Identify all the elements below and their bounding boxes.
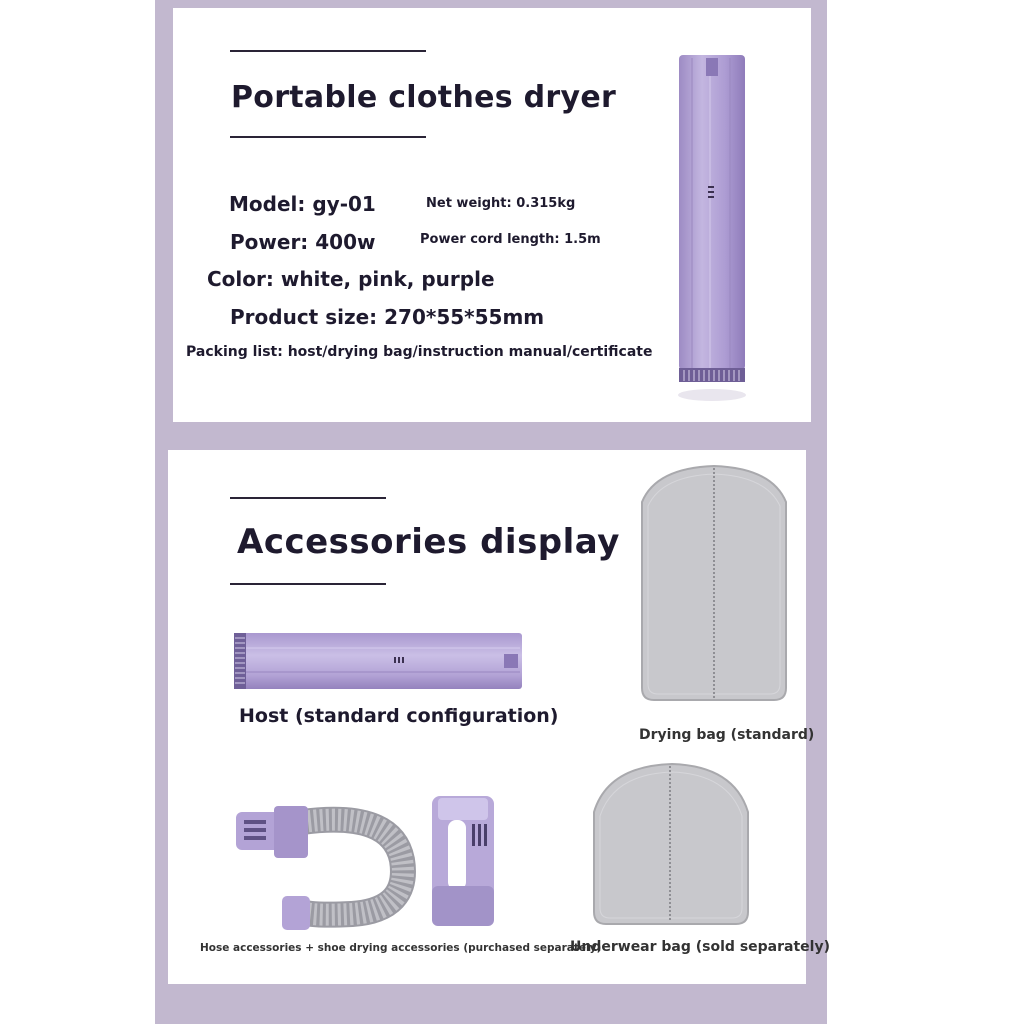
page-title: Portable clothes dryer <box>231 80 617 115</box>
dryer-product-image <box>670 50 760 410</box>
drying-bag-caption: Drying bag (standard) <box>639 727 815 743</box>
spec-size: Product size: 270*55*55mm <box>230 305 545 329</box>
hose-caption: Hose accessories + shoe drying accessories (purchased separately) <box>200 942 602 954</box>
hose-accessories-image <box>232 790 502 940</box>
accessories-title: Accessories display <box>237 522 620 562</box>
spec-net-weight: Net weight: 0.315kg <box>426 196 576 211</box>
spec-cord-length: Power cord length: 1.5m <box>420 232 601 247</box>
spec-packing-list: Packing list: host/drying bag/instruction manual/certificate <box>186 344 653 360</box>
underwear-bag-image <box>588 762 754 928</box>
spec-color: Color: white, pink, purple <box>207 267 495 291</box>
spec-power: Power: 400w <box>230 230 376 254</box>
host-image <box>232 630 524 692</box>
title-rule-top <box>230 50 426 52</box>
title-rule-bottom <box>230 136 426 138</box>
underwear-bag-caption: Underwear bag (sold separately) <box>570 939 830 955</box>
drying-bag-image <box>636 462 792 706</box>
spec-model: Model: gy-01 <box>229 192 376 216</box>
accessories-rule-bottom <box>230 583 386 585</box>
accessories-rule-top <box>230 497 386 499</box>
host-caption: Host (standard configuration) <box>239 705 559 727</box>
